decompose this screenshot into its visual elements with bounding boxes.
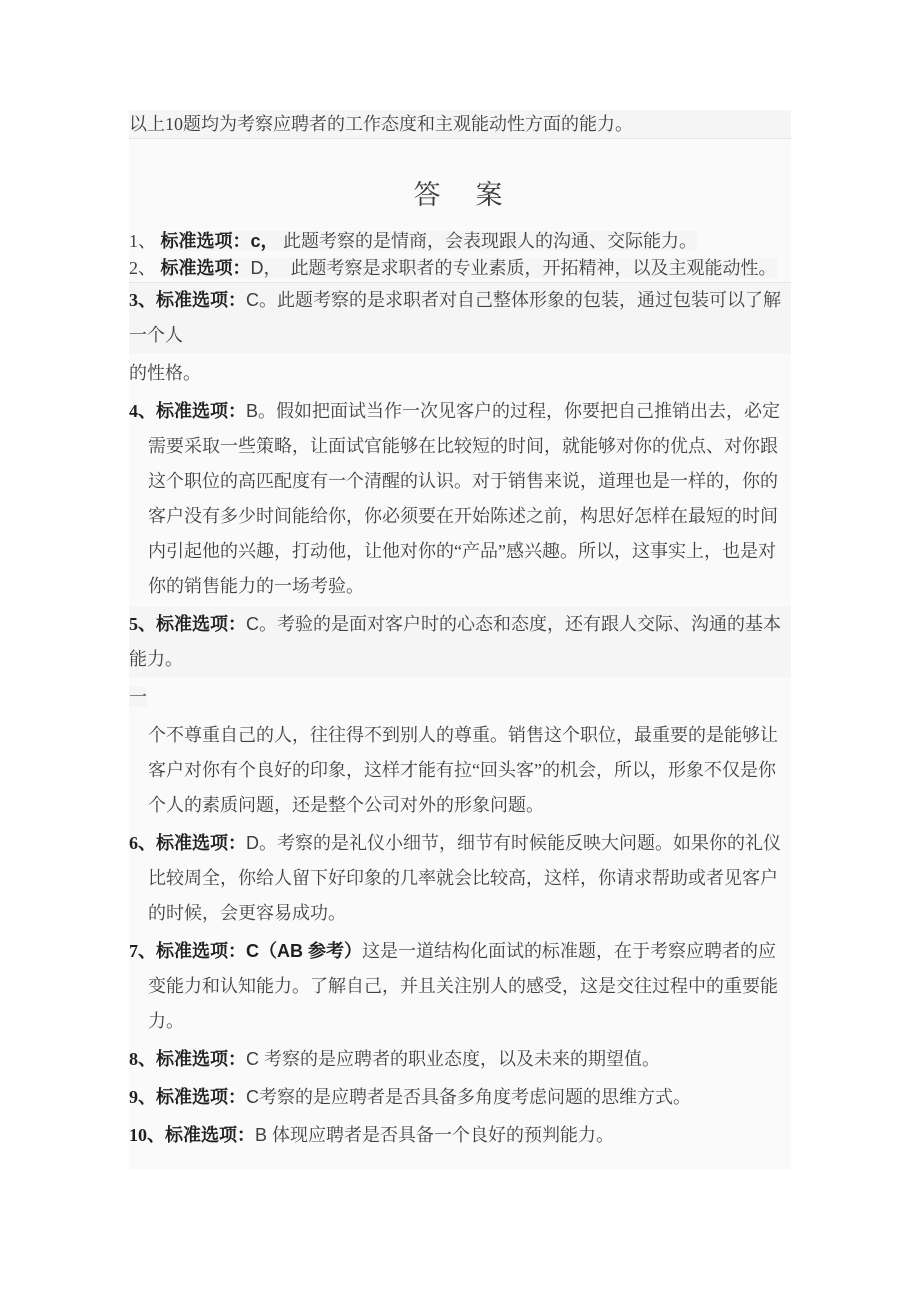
answer-item-8: [129, 1042, 791, 1077]
answers-list: [129, 228, 791, 1153]
text-run: B: [255, 1125, 273, 1145]
text-run: C。: [246, 614, 277, 634]
text-run: 此题考察是求职者的专业素质，开拓精神，以及主观能动性。: [272, 258, 777, 278]
text-run: 标准选项：: [156, 833, 246, 853]
answer-item-5-line-2: [129, 680, 791, 715]
text-run: 标准选项：: [156, 290, 246, 310]
text-run: 的性格。: [129, 363, 201, 383]
text-run: 标准选项：: [156, 1087, 246, 1107]
text-run: 8、: [129, 1049, 156, 1069]
text-run: 考察的是礼仪小细节，细节有时候能反映大问题。如果你的礼仪比较周全，你给人留下好印象的几率就会比较高，这样，你请求帮助或者见客户的时候，会更容易成功。: [148, 833, 781, 923]
answer-item-5-continuation: [129, 718, 791, 823]
text-run: 2、: [129, 258, 161, 278]
text-run: C（AB 参考）: [246, 941, 362, 961]
answers-title: 答 案: [413, 180, 507, 210]
text-run: 考察的是应聘者是否具备多角度考虑问题的思维方式。: [259, 1087, 691, 1107]
answer-item-3-line-1: [129, 282, 791, 353]
text-run: 4、: [129, 401, 156, 421]
text-run: 10、: [129, 1125, 165, 1145]
answer-item-4: [129, 394, 791, 604]
answer-item-10: [129, 1118, 791, 1153]
text-run: 个不尊重自己的人，往往得不到别人的尊重。销售这个职位，最重要的是能够让客户对你有个良好的印象，这样才能有拉“回头客”的机会，所以，形象不仅是你个人的素质问题，还是整个公司对外的形象问题。: [148, 725, 778, 815]
summary-note: 以上10题均为考察应聘者的工作态度和主观能动性方面的能力。: [129, 110, 791, 139]
text-run: C。: [246, 290, 277, 310]
text-run: 标准选项：: [156, 941, 246, 961]
text-run: 9、: [129, 1087, 156, 1107]
answer-item-7: [129, 934, 791, 1039]
text-run: 标准选项：: [160, 231, 251, 251]
text-run: c，: [250, 231, 279, 251]
text-run: 考验的是面对客户时的心态和态度，还有跟人交际、沟通的基本能力。: [129, 614, 781, 669]
text-run: 此题考察的是情商，会表现跟人的沟通、交际能力。: [278, 231, 698, 251]
text-run: 标准选项：: [156, 1049, 246, 1069]
answer-item-6: [129, 826, 791, 931]
answer-item-5-line-1: [129, 607, 791, 677]
text-run: 7、: [129, 941, 156, 961]
text-run: 假如把面试当作一次见客户的过程，你要把自己推销出去，必定需要采取一些策略，让面试官能够在比较短的时间，就能够对你的优点、对你跟这个职位的高匹配度有一个清醒的认识。对于销售来说，道理也是一样的，你的客户没有多少时间能给你，你必须要在开始陈述之前，构思好怎样在最短的时间内引起他的兴趣，打动他，让他对你的“产品”感兴趣。所以，这事实上，也是对你的销售能力的一场考验。: [148, 401, 781, 596]
answer-item-2: [129, 255, 791, 282]
text-run: C: [246, 1087, 259, 1107]
text-run: 标准选项：: [156, 401, 246, 421]
text-run: 1、: [129, 231, 161, 251]
text-run: D。: [246, 833, 277, 853]
text-run: D，: [250, 258, 273, 278]
text-run: 一: [129, 687, 147, 707]
text-run: 这是一道结构化面试的标准题，在于考察应聘者的应变能力和认知能力。了解自己，并且关注别人的感受，这是交往过程中的重要能力。: [148, 941, 778, 1031]
answer-item-9: [129, 1080, 791, 1115]
text-run: C: [246, 1049, 264, 1069]
text-run: 标准选项：: [160, 258, 251, 278]
text-run: 标准选项：: [156, 614, 246, 634]
text-run: 体现应聘者是否具备一个良好的预判能力。: [272, 1125, 615, 1145]
answer-item-3-line-2: [129, 356, 791, 391]
text-run: B。: [246, 401, 277, 421]
document-page: [129, 110, 791, 1169]
answer-item-1: [129, 228, 791, 255]
text-run: 5、: [129, 614, 156, 634]
text-run: 6、: [129, 833, 156, 853]
text-run: 此题考察的是求职者对自己整体形象的包装，通过包装可以了解一个人: [129, 290, 781, 345]
text-run: 3、: [129, 290, 156, 310]
text-run: 考察的是应聘者的职业态度，以及未来的期望值。: [264, 1049, 660, 1069]
text-run: 标准选项：: [165, 1125, 255, 1145]
